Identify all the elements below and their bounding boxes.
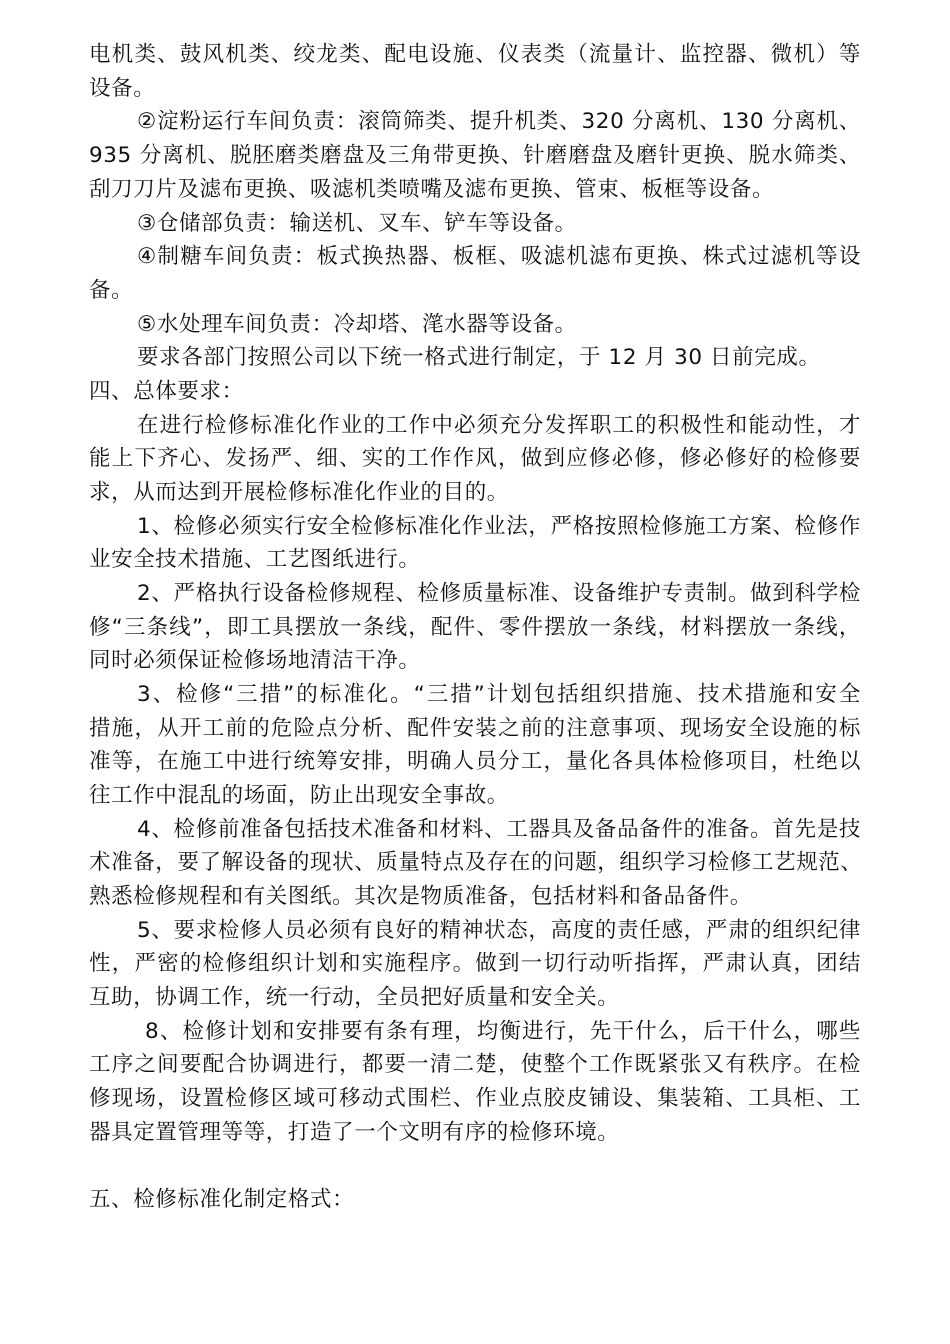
text-line: 业安全技术措施、工艺图纸进行。 xyxy=(89,547,421,572)
text-line: 备。 xyxy=(89,278,134,303)
text-line: 互助，协调工作，统一行动，全员把好质量和安全关。 xyxy=(89,985,620,1010)
text-line: 1、检修必须实行安全检修标准化作业法，严格按照检修施工方案、检修作 xyxy=(137,514,861,539)
text-line: 8、检修计划和安排要有条有理，均衡进行，先干什么，后干什么，哪些 xyxy=(145,1019,861,1044)
text-line: 同时必须保证检修场地清洁干净。 xyxy=(89,648,421,673)
text-line: 能上下齐心、发扬严、细、实的工作作风，做到应修必修，修必修好的检修要 xyxy=(89,446,861,471)
text-line: 5、要求检修人员必须有良好的精神状态，高度的责任感，严肃的组织纪律 xyxy=(137,918,861,943)
text-line: 3、检修“三措”的标准化。“三措”计划包括组织措施、技术措施和安全 xyxy=(137,682,861,707)
text-line: 刮刀刀片及滤布更换、吸滤机类喷嘴及滤布更换、管束、板框等设备。 xyxy=(89,177,775,202)
text-line: ②淀粉运行车间负责：滚筒筛类、提升机类、320 分离机、130 分离机、 xyxy=(137,109,861,134)
text-line: 修“三条线”，即工具摆放一条线，配件、零件摆放一条线，材料摆放一条线， xyxy=(89,615,861,640)
text-line: 熟悉检修规程和有关图纸。其次是物质准备，包括材料和备品备件。 xyxy=(89,884,753,909)
text-line: ⑤水处理车间负责：冷却塔、滗水器等设备。 xyxy=(137,312,577,337)
text-line: 修现场，设置检修区域可移动式围栏、作业点胶皮铺设、集装箱、工具柜、工 xyxy=(89,1086,861,1111)
section-heading: 五、检修标准化制定格式： xyxy=(89,1187,355,1212)
text-line: 措施，从开工前的危险点分析、配件安装之前的注意事项、现场安全设施的标 xyxy=(89,716,861,741)
text-line: 准等，在施工中进行统筹安排，明确人员分工，量化各具体检修项目，杜绝以 xyxy=(89,749,861,774)
text-line: 要求各部门按照公司以下统一格式进行制定，于 12 月 30 日前完成。 xyxy=(137,345,821,370)
text-line: 工序之间要配合协调进行，都要一清二楚，使整个工作既紧张又有秩序。在检 xyxy=(89,1052,861,1077)
text-line: 术准备，要了解设备的现状、质量特点及存在的问题，组织学习检修工艺规范、 xyxy=(89,850,863,875)
section-heading: 四、总体要求： xyxy=(89,379,244,404)
text-line: 求，从而达到开展检修标准化作业的目的。 xyxy=(89,480,509,505)
text-line: 设备。 xyxy=(89,76,156,101)
text-line: 器具定置管理等等，打造了一个文明有序的检修环境。 xyxy=(89,1120,620,1145)
text-line: ④制糖车间负责：板式换热器、板框、吸滤机滤布更换、株式过滤机等设 xyxy=(137,244,861,269)
text-line: 935 分离机、脱胚磨类磨盘及三角带更换、针磨磨盘及磨针更换、脱水筛类、 xyxy=(89,143,861,168)
text-line: 4、检修前准备包括技术准备和材料、工器具及备品备件的准备。首先是技 xyxy=(137,817,861,842)
text-line: 电机类、鼓风机类、绞龙类、配电设施、仪表类（流量计、监控器、微机）等 xyxy=(89,42,861,67)
text-line: 在进行检修标准化作业的工作中必须充分发挥职工的积极性和能动性，才 xyxy=(137,413,861,438)
text-line: 2、严格执行设备检修规程、检修质量标准、设备维护专责制。做到科学检 xyxy=(137,581,861,606)
text-line: 往工作中混乱的场面，防止出现安全事故。 xyxy=(89,783,509,808)
text-line: 性，严密的检修组织计划和实施程序。做到一切行动听指挥，严肃认真，团结 xyxy=(89,951,861,976)
text-line: ③仓储部负责：输送机、叉车、铲车等设备。 xyxy=(137,211,577,236)
